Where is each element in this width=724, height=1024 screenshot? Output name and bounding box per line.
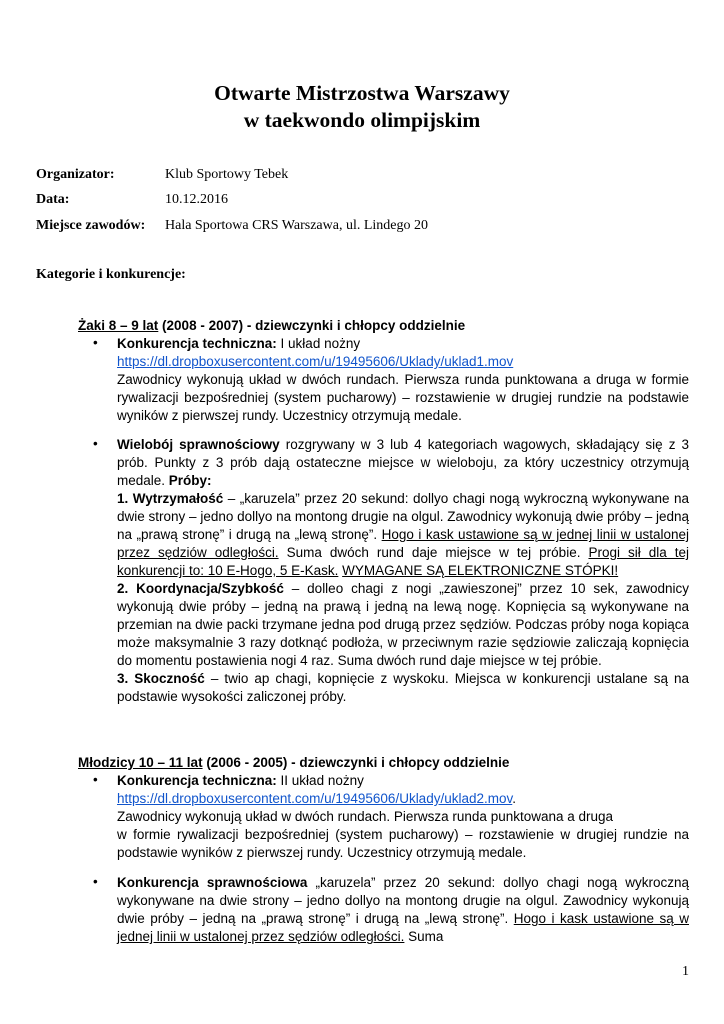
section-heading-mlodzicy — [78, 755, 509, 770]
mlodzicy-desc: - dziewczynki i chłopcy oddzielnie — [287, 755, 510, 770]
spr-underline: Hogo i kask ustawione są w jednej linii w ustalonej przez sędziów odległości. — [117, 911, 689, 944]
spr-text: „karuzela” przez 20 sekund: dollyo chagi nogą wykroczną wykonywane na dwie strony – jedno dollyo na montong drugie na olgul. Zawodnicy wykonują dwie próby – jedną na „prawą stronę” i drugą na „lewą stronę”. — [117, 875, 689, 926]
proby-label: Próby: — [168, 473, 212, 488]
title-line-2: w taekwondo olimpijskim — [243, 108, 481, 132]
bullet-icon: • — [93, 772, 98, 787]
p3-text: – twio ap chagi, kopnięcie z wyskoku. Miejsca w konkurencji ustalane są na podstawie wysokości zaliczonej próby. — [117, 671, 689, 704]
p1-underline: Hogo i kask ustawione są w jednej linii w ustalonej przez sędziów odległości. — [117, 527, 689, 560]
mlodzicy-years: (2006 - 2005) — [202, 755, 288, 770]
zaki-tech-value: I układ nożny — [276, 336, 361, 351]
mlodzicy-technical-block — [117, 772, 689, 862]
zaki-wieloboj-block — [117, 436, 689, 706]
zaki-years: (2008 - 2007) — [158, 318, 244, 333]
categories-heading: Kategorie i konkurencje: — [36, 267, 186, 282]
mlodzicy-tech-desc-1: Zawodnicy wykonują układ w dwóch rundach. Pierwsza runda punktowana a druga — [117, 809, 614, 824]
bullet-icon: • — [93, 874, 98, 889]
mlodzicy-tech-link-suffix: . — [512, 791, 517, 806]
venue-label: Miejsce zawodów: — [36, 218, 146, 233]
mlodzicy-tech-link[interactable]: https://dl.dropboxusercontent.com/u/19495606/Uklady/uklad2.mov — [117, 791, 513, 806]
zaki-tech-desc: Zawodnicy wykonują układ w dwóch rundach. Pierwsza runda punktowana a druga w formie rywalizacji bezpośredniej (system pucharowy) – rozstawienie w drugiej rundzie na podstawie wyników z pierwszej rundy. Uczestnicy otrzymują medale. — [117, 372, 689, 423]
zaki-technical-block — [117, 335, 689, 425]
bullet-icon: • — [93, 436, 98, 451]
title-line-1: Otwarte Mistrzostwa Warszawy — [214, 81, 510, 105]
wieloboj-text: rozgrywany w 3 lub 4 kategoriach wagowych, składający się z 3 prób. Punkty z 3 prób dają ostateczne miejsce w wieloboju, za który uczestnicy otrzymują medale. — [117, 437, 690, 488]
p1-underline3: WYMAGANE SĄ ELEKTRONICZNE STÓPKI! — [342, 563, 619, 578]
p1-text2: Suma dwóch rund daje miejsce w tej próbie. — [278, 545, 589, 560]
venue-value: Hala Sportowa CRS Warszawa, ul. Lindego 20 — [165, 218, 429, 233]
date-label: Data: — [36, 192, 70, 207]
spr-label: Konkurencja sprawnościowa — [117, 875, 308, 890]
zaki-name: Żaki 8 – 9 lat — [78, 318, 159, 333]
zaki-tech-label: Konkurencja techniczna: — [117, 336, 277, 351]
wieloboj-label: Wielobój sprawnościowy — [117, 437, 280, 452]
p1-text: – „karuzela” przez 20 sekund: dollyo chagi nogą wykroczną wykonywane na dwie strony – jedno dollyo na montong drugie na olgul. Zawodnicy wykonują dwie próby – jedną na „prawą stronę” i drugą na „lewą stronę”. — [117, 491, 689, 542]
date-value: 10.12.2016 — [165, 192, 228, 207]
mlodzicy-tech-label: Konkurencja techniczna: — [117, 773, 277, 788]
bullet-icon: • — [93, 335, 98, 350]
section-heading-zaki — [78, 318, 465, 333]
p2-text: – dolleo chagi z nogi „zawieszonej” przez 10 sek, zawodnicy wykonują dwie próby – jedną na prawą i jedną na lewą nogę. Kopnięcia są wykonywane na przemian na dwie packi trzymane jedna pod drugą przez sędziów. Podczas próby noga kopiąca może maksymalnie 3 razy dotknąć podłoża, w przeciwnym razie sędziowie zaliczają kopnięcia do momentu postawienia nogi 4 raz. Suma dwóch rund daje miejsce w tej próbie. — [117, 581, 689, 668]
mlodzicy-tech-desc-2: w formie rywalizacji bezpośredniej (system pucharowy) – rozstawienie w drugiej rundzie na podstawie wyników z pierwszej rundy. Uczestnicy otrzymują medale. — [117, 827, 689, 860]
p3-label: 3. Skoczność — [117, 671, 205, 686]
p2-label: 2. Koordynacja/Szybkość — [117, 581, 284, 596]
mlodzicy-sprawnosc-block — [117, 874, 689, 946]
p1-label: 1. Wytrzymałość — [117, 491, 224, 506]
organizer-label: Organizator: — [36, 167, 115, 182]
mlodzicy-tech-value: II układ nożny — [276, 773, 364, 788]
zaki-desc: - dziewczynki i chłopcy oddzielnie — [243, 318, 466, 333]
p1-underline2: Progi sił dla tej konkurencji to: 10 E-Hogo, 5 E-Kask. — [117, 545, 689, 578]
organizer-value: Klub Sportowy Tebek — [165, 167, 289, 182]
zaki-tech-link[interactable]: https://dl.dropboxusercontent.com/u/19495606/Uklady/uklad1.mov — [117, 354, 514, 369]
mlodzicy-name: Młodzicy 10 – 11 lat — [78, 755, 203, 770]
page-number: 1 — [682, 964, 689, 979]
spr-text2: Suma — [404, 929, 444, 944]
